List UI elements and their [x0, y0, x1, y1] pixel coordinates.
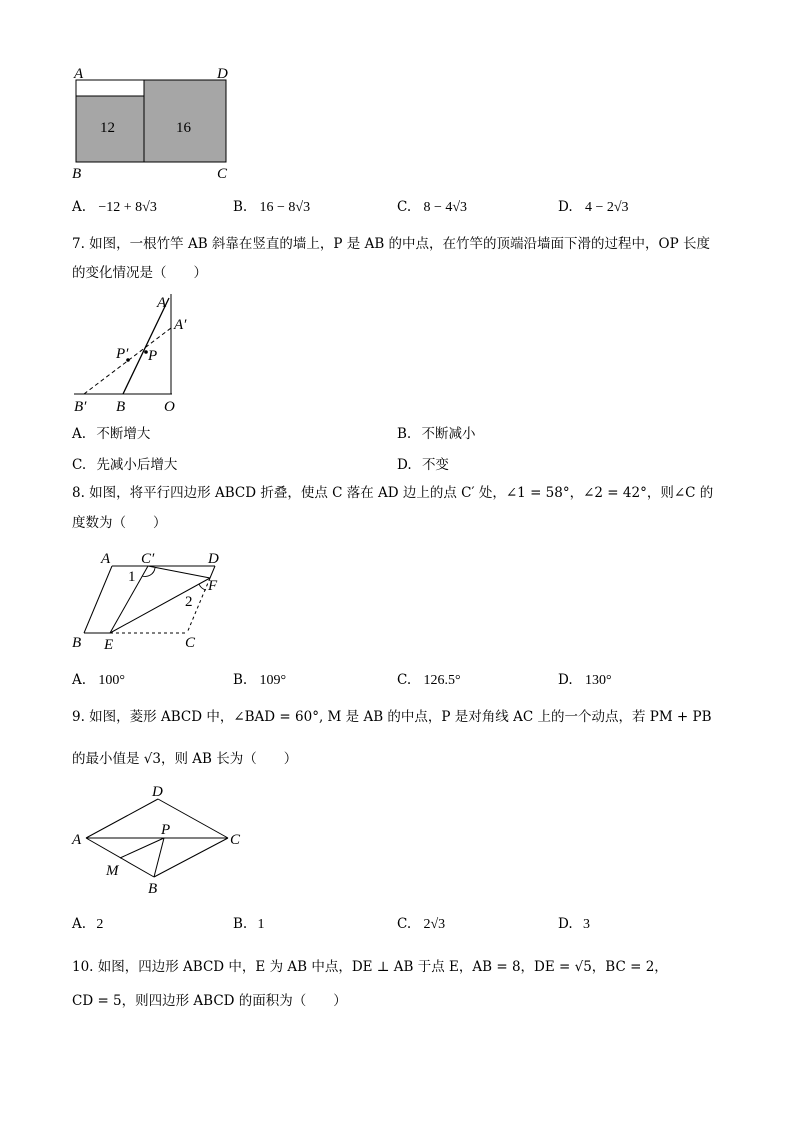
q9-label-d: D — [152, 784, 163, 800]
q6-option-c[interactable] — [397, 199, 467, 216]
q9-label-c: C — [230, 832, 241, 848]
q9-option-a-letter: A. — [72, 916, 87, 932]
q6-label-b: B — [72, 166, 82, 182]
q8-option-d-text: 130° — [584, 673, 612, 688]
q8-stem-line2: 度数为（ ） — [72, 515, 167, 531]
q8-option-c-letter: C. — [397, 672, 412, 688]
q8-option-b-text: 109° — [259, 673, 287, 688]
q8-label-f: F — [208, 578, 218, 594]
q6-label-c: C — [217, 166, 228, 182]
q7-label-p-prime: P′ — [116, 346, 129, 362]
q6-option-c-text: 8 − 4√3 — [423, 200, 468, 215]
q7-option-b-letter: B. — [397, 426, 412, 442]
q9-segment-pm — [120, 838, 164, 858]
q9-label-m: M — [106, 863, 119, 879]
q7-option-d-text: 不变 — [421, 457, 449, 473]
q8-stem-line1: 8. 如图，将平行四边形 ABCD 折叠，使点 C 落在 AD 边上的点 C′ 处，∠1 = 58°，∠2 = 42°，则∠C 的 — [72, 485, 714, 501]
q6-label-d: D — [217, 66, 228, 82]
q9-option-a[interactable] — [72, 916, 103, 933]
q7-option-d[interactable] — [397, 453, 449, 473]
q9-option-d-text: 3 — [582, 917, 590, 932]
q7-option-d-letter: D. — [397, 457, 412, 473]
q9-option-b-letter: B. — [233, 916, 248, 932]
q6-label-16: 16 — [176, 120, 191, 136]
q7-stem-line1: 7. 如图，一根竹竿 AB 斜靠在竖直的墙上，P 是 AB 的中点，在竹竿的顶端沿墙面下滑的过程中，OP 长度 — [72, 236, 710, 252]
q8-option-b-letter: B. — [233, 672, 248, 688]
q9-option-c[interactable] — [397, 916, 445, 933]
q8-segment-ef — [110, 578, 210, 633]
q8-figure — [60, 545, 240, 655]
q6-option-c-letter: C. — [397, 199, 412, 215]
q9-side-ad — [86, 799, 158, 838]
q8-option-c-text: 126.5° — [423, 673, 461, 688]
q6-option-b[interactable] — [233, 199, 310, 216]
q8-label-c: C — [185, 635, 196, 651]
q10-stem-line1: 10. 如图，四边形 ABCD 中，E 为 AB 中点，DE ⊥ AB 于点 E，AB = 8，DE = √5，BC = 2， — [72, 959, 668, 975]
q7-figure — [60, 290, 200, 418]
q10-stem-line2: CD = 5，则四边形 ABCD 的面积为（ ） — [72, 993, 347, 1009]
q8-option-a[interactable] — [72, 672, 125, 689]
q6-label-a: A — [74, 66, 84, 82]
q8-side-ab — [84, 566, 112, 633]
q7-option-b-text: 不断减小 — [421, 426, 476, 442]
q6-option-a[interactable] — [72, 199, 157, 216]
q8-option-b[interactable] — [233, 672, 286, 689]
q6-figure — [60, 60, 250, 185]
q7-stem-line2: 的变化情况是（ ） — [72, 265, 207, 281]
q9-option-d[interactable] — [558, 916, 590, 933]
q9-label-b: B — [148, 881, 158, 897]
q9-stem-line1: 9. 如图，菱形 ABCD 中，∠BAD = 60°, M 是 AB 的中点，P 是对角线 AC 上的一个动点，若 PM + PB — [72, 709, 712, 725]
q7-label-b-prime: B′ — [74, 399, 87, 415]
q7-label-b: B — [116, 399, 126, 415]
q8-label-angle-1: 1 — [128, 569, 136, 585]
q8-label-b: B — [72, 635, 82, 651]
q9-option-c-text: 2√3 — [423, 917, 446, 932]
q7-option-b[interactable] — [397, 422, 476, 442]
q8-option-a-letter: A. — [72, 672, 87, 688]
q8-segment-c-prime-f — [148, 566, 210, 578]
q8-option-a-text: 100° — [98, 673, 125, 688]
q8-option-d[interactable] — [558, 672, 612, 689]
q7-option-c-letter: C. — [72, 457, 87, 473]
q9-option-b-text: 1 — [257, 917, 265, 932]
q7-label-o: O — [164, 399, 175, 415]
q6-white-strip — [76, 80, 144, 96]
q7-option-a[interactable] — [72, 422, 150, 442]
q7-label-a-prime: A′ — [174, 317, 187, 333]
q8-option-d-letter: D. — [558, 672, 573, 688]
q8-label-a: A — [101, 551, 111, 567]
q7-option-a-text: 不断增大 — [96, 426, 151, 442]
q9-option-c-letter: C. — [397, 916, 412, 932]
q8-label-angle-2: 2 — [185, 594, 193, 610]
q6-option-d-text: 4 − 2√3 — [584, 200, 629, 215]
q9-label-a: A — [72, 832, 82, 848]
q9-option-d-letter: D. — [558, 916, 573, 932]
q8-side-df — [210, 566, 215, 578]
q7-option-c-text: 先减小后增大 — [96, 457, 178, 473]
q8-label-e: E — [104, 637, 114, 653]
q6-option-b-text: 16 − 8√3 — [259, 200, 311, 215]
q9-option-a-text: 2 — [96, 917, 104, 932]
q9-figure — [60, 780, 260, 900]
q7-option-c[interactable] — [72, 453, 177, 473]
q9-side-cb — [154, 838, 228, 877]
q7-pole-ab — [123, 298, 169, 394]
q7-label-a: A — [157, 295, 167, 311]
q6-option-a-letter: A. — [72, 199, 87, 215]
q8-label-d: D — [208, 551, 219, 567]
q8-label-c-prime: C′ — [141, 551, 155, 567]
q9-label-p: P — [161, 822, 171, 838]
q6-option-a-text: −12 + 8√3 — [98, 200, 157, 215]
q9-option-b[interactable] — [233, 916, 265, 933]
q7-label-p: P — [148, 348, 158, 364]
q7-option-a-letter: A. — [72, 426, 87, 442]
q6-option-d-letter: D. — [558, 199, 573, 215]
q9-segment-pb — [154, 838, 164, 877]
q6-option-d[interactable] — [558, 199, 629, 216]
q6-label-12: 12 — [100, 120, 115, 136]
q9-stem-line2: 的最小值是 √3，则 AB 长为（ ） — [72, 751, 298, 767]
q6-option-b-letter: B. — [233, 199, 248, 215]
q8-option-c[interactable] — [397, 672, 461, 689]
